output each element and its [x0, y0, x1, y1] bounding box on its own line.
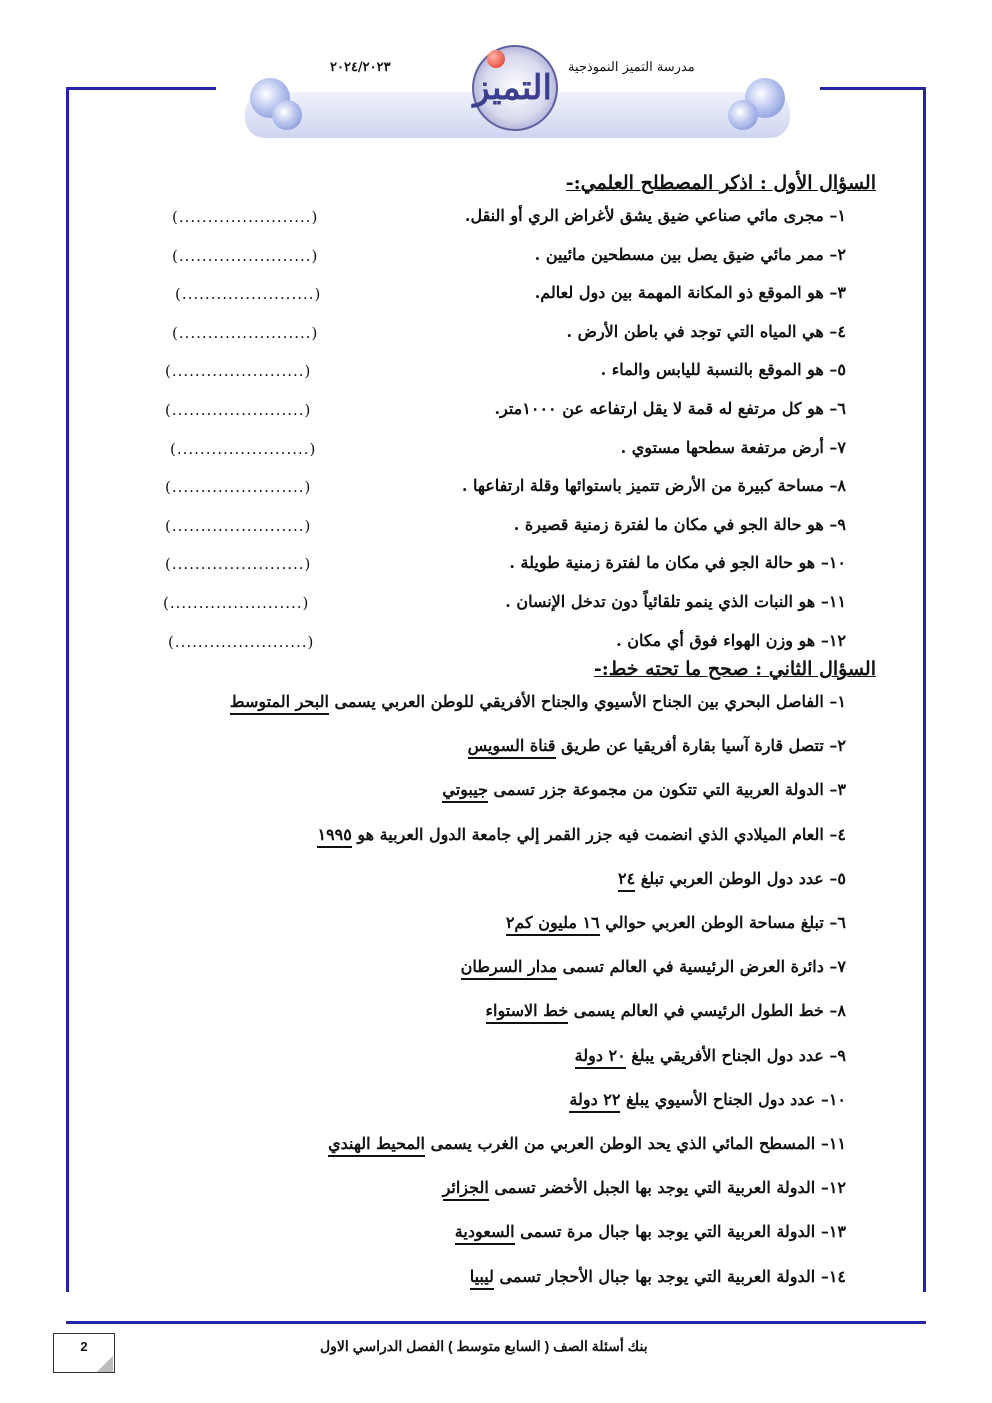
- item-text: هو كل مرتفع له قمة لا يقل ارتفاعه عن ١٠٠٠متر.: [494, 399, 824, 418]
- section2-item: [569, 1090, 846, 1109]
- answer-blank[interactable]: (.......................): [165, 517, 312, 535]
- item-number: ٢–: [829, 245, 846, 264]
- answer-blank[interactable]: (.......................): [172, 324, 319, 342]
- item-text: عدد دول الجناح الأسيوي يبلغ: [620, 1090, 816, 1109]
- frame-right: [923, 87, 926, 1292]
- item-text: ممر مائي ضيق يصل بين مسطحين مائيين .: [534, 245, 824, 264]
- section2-item: [618, 869, 846, 888]
- answer-blank[interactable]: (.......................): [163, 594, 310, 612]
- item-number: ٦–: [829, 399, 846, 418]
- logo-text: التميز: [473, 68, 552, 108]
- underlined-answer: المحيط الهندي: [328, 1134, 425, 1157]
- answer-blank[interactable]: (.......................): [168, 633, 315, 651]
- item-text: مجرى مائي صناعي ضيق يشق لأغراض الري أو النقل.: [464, 206, 824, 225]
- answer-blank[interactable]: (.......................): [165, 362, 312, 380]
- underlined-answer: قناة السويس: [468, 736, 556, 759]
- item-text: تبلغ مساحة الوطن العربي حوالي: [599, 913, 824, 932]
- item-number: ١–: [829, 206, 846, 225]
- answer-blank[interactable]: (.......................): [165, 478, 312, 496]
- item-number: ٥–: [829, 360, 846, 379]
- section1-item: [601, 360, 846, 379]
- header-school: مدرسة التميز النموذجية: [568, 60, 695, 75]
- underlined-answer: جيبوتي: [442, 780, 488, 803]
- underlined-answer: السعودية: [455, 1222, 515, 1245]
- section1-title: السؤال الأول : اذكر المصطلح العلمي:-: [565, 172, 876, 194]
- answer-blank[interactable]: (.......................): [170, 440, 317, 458]
- section1-item: [509, 553, 846, 572]
- section2-item: [506, 913, 846, 932]
- item-number: ١٢–: [820, 1178, 846, 1197]
- section1-item: [494, 399, 846, 418]
- item-number: ١٢–: [820, 631, 846, 650]
- item-text: دائرة العرض الرئيسية في العالم تسمى: [557, 957, 824, 976]
- frame-bottom: [66, 1321, 926, 1324]
- section1-item: [566, 322, 846, 341]
- page-number: 2: [80, 1339, 88, 1354]
- item-text: عدد دول الوطن العربي تبلغ: [635, 869, 824, 888]
- frame-top-right: [820, 87, 926, 90]
- item-text: الدولة العربية التي تتكون من مجموعة جزر تسمى: [487, 780, 824, 799]
- item-number: ٢–: [829, 736, 846, 755]
- rose-icon: [272, 100, 302, 130]
- section1-item: [621, 438, 846, 457]
- item-number: ١٤–: [820, 1267, 846, 1286]
- item-number: ١٣–: [820, 1222, 846, 1241]
- item-text: مساحة كبيرة من الأرض تتميز باستوائها وقلة ارتفاعها .: [461, 476, 824, 495]
- item-number: ١٠–: [820, 1090, 846, 1109]
- underlined-answer: الجزائر: [443, 1178, 489, 1201]
- item-text: هو وزن الهواء فوق أي مكان .: [616, 631, 816, 650]
- item-text: الدولة العربية التي يوجد بها جبال مرة تسمى: [514, 1222, 816, 1241]
- item-number: ٨–: [829, 1001, 846, 1020]
- frame-top-left: [66, 87, 216, 90]
- underlined-answer: خط الاستواء: [486, 1001, 569, 1024]
- section2-item: [486, 1001, 846, 1020]
- item-text: هو النبات الذي ينمو تلقائياً دون تدخل الإنسان .: [505, 592, 816, 611]
- section2-item: [443, 1178, 846, 1197]
- answer-blank[interactable]: (.......................): [165, 555, 312, 573]
- underlined-answer: ٢٠ دولة: [575, 1046, 626, 1069]
- item-number: ٤–: [829, 322, 846, 341]
- item-text: هو الموقع ذو المكانة المهمة بين دول لعالم.: [534, 283, 824, 302]
- answer-blank[interactable]: (.......................): [172, 208, 319, 226]
- item-number: ٨–: [829, 476, 846, 495]
- item-text: العام الميلادي الذي انضمت فيه جزر القمر إلي جامعة الدول العربية هو: [351, 825, 824, 844]
- item-number: ٩–: [829, 515, 846, 534]
- item-number: ٦–: [829, 913, 846, 932]
- item-text: الفاصل البحري بين الجناح الأسيوي والجناح الأفريقي للوطن العربي يسمى: [328, 692, 824, 711]
- answer-blank[interactable]: (.......................): [175, 285, 322, 303]
- header-year: ٢٠٢٤/٢٠٢٣: [330, 60, 391, 75]
- rose-icon: [728, 100, 758, 130]
- item-number: ١–: [829, 692, 846, 711]
- underlined-answer: ١٩٩٥: [317, 825, 351, 848]
- underlined-answer: ١٦ مليون كم٢: [506, 913, 600, 936]
- item-text: هو الموقع بالنسبة لليابس والماء .: [600, 360, 824, 379]
- item-text: عدد دول الجناح الأفريقي يبلغ: [625, 1046, 824, 1065]
- page-fold-icon: [97, 1356, 113, 1372]
- item-number: ٥–: [829, 869, 846, 888]
- item-number: ٧–: [829, 438, 846, 457]
- section1-item: [505, 592, 846, 611]
- item-text: أرض مرتفعة سطحها مستوي .: [620, 438, 824, 457]
- answer-blank[interactable]: (.......................): [172, 247, 319, 265]
- logo-dot-icon: [487, 50, 505, 68]
- underlined-answer: ٢٢ دولة: [569, 1090, 620, 1113]
- item-number: ١٠–: [820, 553, 846, 572]
- item-text: خط الطول الرئيسي في العالم يسمى: [568, 1001, 824, 1020]
- section1-item: [535, 245, 846, 264]
- item-number: ٧–: [829, 957, 846, 976]
- item-number: ٣–: [829, 283, 846, 302]
- section2-item: [575, 1046, 846, 1065]
- section1-item: [462, 476, 846, 495]
- item-text: المسطح المائي الذي يحد الوطن العربي من الغرب يسمى: [425, 1134, 816, 1153]
- underlined-answer: مدار السرطان: [461, 957, 558, 980]
- section2-item: [442, 780, 846, 799]
- item-text: تتصل قارة آسيا بقارة أفريقيا عن طريق: [555, 736, 824, 755]
- section2-title: السؤال الثاني : صحح ما تحته خط:-: [593, 658, 876, 680]
- item-text: هي المياه التي توجد في باطن الأرض .: [566, 322, 824, 341]
- section1-item: [465, 206, 846, 225]
- section2-item: [455, 1222, 846, 1241]
- item-number: ٩–: [829, 1046, 846, 1065]
- item-number: ١١–: [820, 1134, 846, 1153]
- section2-item: [230, 692, 846, 711]
- item-text: الدولة العربية التي يوجد بها الجبل الأخضر تسمى: [488, 1178, 816, 1197]
- underlined-answer: ٢٤: [618, 869, 635, 892]
- underlined-answer: ليبيا: [470, 1267, 494, 1290]
- section2-item: [328, 1134, 846, 1153]
- section1-item: [514, 515, 846, 534]
- item-text: الدولة العربية التي يوجد بها جبال الأحجار تسمى: [493, 1267, 816, 1286]
- section1-item: [535, 283, 846, 302]
- item-number: ١١–: [820, 592, 846, 611]
- item-number: ٣–: [829, 780, 846, 799]
- section1-item: [616, 631, 846, 650]
- item-text: هو حالة الجو في مكان ما لفترة زمنية قصيرة .: [513, 515, 824, 534]
- item-number: ٤–: [829, 825, 846, 844]
- section2-item: [468, 736, 846, 755]
- section2-item: [470, 1267, 846, 1286]
- frame-left: [66, 87, 69, 1292]
- section2-item: [461, 957, 846, 976]
- section2-item: [317, 825, 846, 844]
- underlined-answer: البحر المتوسط: [230, 692, 329, 715]
- answer-blank[interactable]: (.......................): [165, 401, 312, 419]
- footer-text: بنك أسئلة الصف ( السابع متوسط ) الفصل الدراسي الاول: [320, 1338, 648, 1354]
- item-text: هو حالة الجو في مكان ما لفترة زمنية طويلة .: [509, 553, 816, 572]
